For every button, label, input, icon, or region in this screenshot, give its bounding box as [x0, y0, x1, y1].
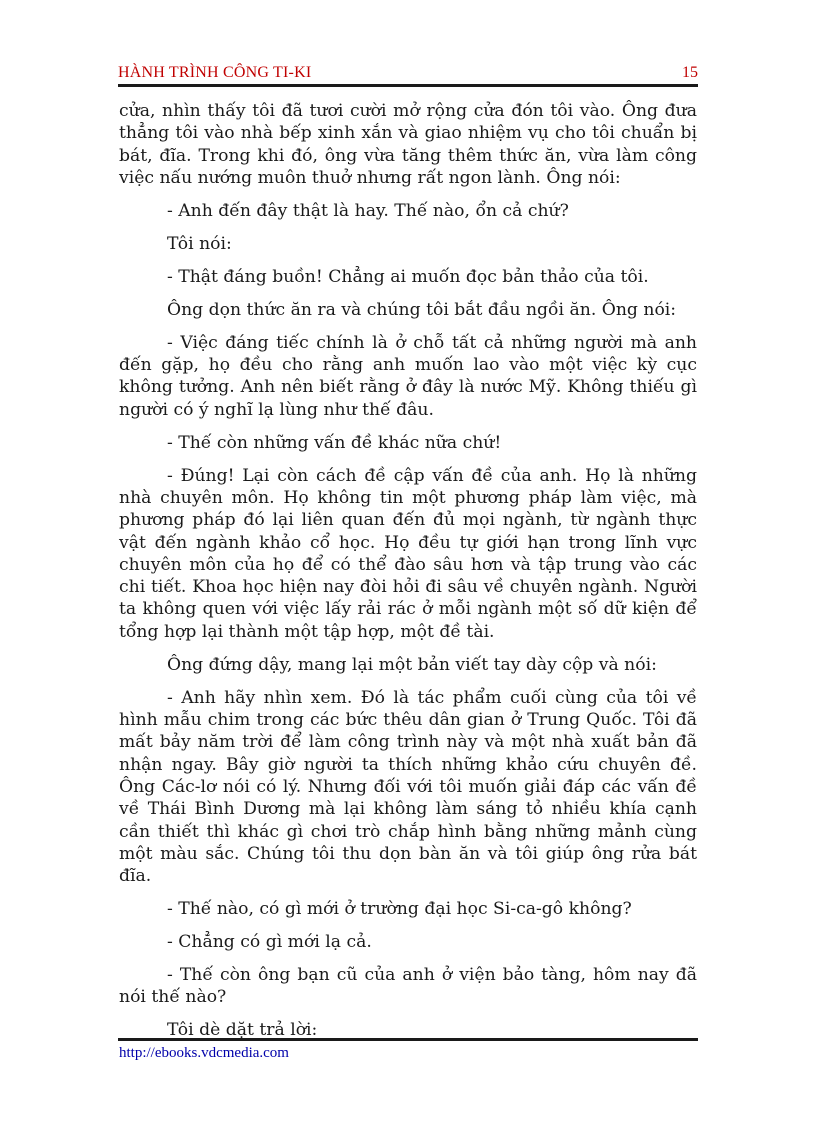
page-header	[118, 62, 698, 87]
footer-divider	[118, 1038, 698, 1041]
paragraph: - Thế còn những vấn đề khác nữa chứ!	[167, 432, 502, 453]
paragraph: Tôi nói:	[167, 233, 232, 254]
page-number: 15	[682, 64, 698, 81]
paragraph: Ông đứng dậy, mang lại một bản viết tay dày cộp và nói:	[167, 654, 657, 675]
paragraph: - Thế nào, có gì mới ở trường đại học Si-ca-gô không?	[167, 899, 632, 920]
paragraph: - Anh đến đây thật là hay. Thế nào, ổn cả chứ?	[167, 200, 569, 221]
running-title: HÀNH TRÌNH CÔNG TI-KI	[118, 64, 312, 81]
paragraph: Ông dọn thức ăn ra và chúng tôi bắt đầu ngồi ăn. Ông nói:	[167, 299, 677, 320]
paragraph: cửa, nhìn thấy tôi đã tươi cười mở rộng cửa đón tôi vào. Ông đưa thẳng tôi vào nhà bếp xinh xắn và giao nhiệm vụ cho tôi chuẩn bị bát, đĩa. Trong khi đó, ông vừa tăng thêm thức ăn, vừa làm công việc nấu nướng muôn thuở nhưng rất ngon lành. Ông nói:	[119, 101, 697, 188]
paragraph: - Thế còn ông bạn cũ của anh ở viện bảo tàng, hôm nay đã nói thế nào?	[119, 965, 697, 1008]
page-body	[119, 100, 697, 1052]
paragraph: Tôi dè dặt trả lời:	[167, 1020, 318, 1041]
paragraph: - Thật đáng buồn! Chẳng ai muốn đọc bản thảo của tôi.	[167, 266, 649, 287]
paragraph: - Anh hãy nhìn xem. Đó là tác phẩm cuối cùng của tôi về hình mẫu chim trong các bức thêu dân gian ở Trung Quốc. Tôi đã mất bảy năm trời để làm công trình này và một nhà xuất bản đã nhận ngay. Bây giờ người ta thích những khảo cứu chuyên đề. Ông Các-lơ nói có lý. Nhưng đối với tôi muốn giải đáp các vấn đề về Thái Bình Dương mà lại không làm sáng tỏ nhiều khía cạnh cần thiết thì khác gì chơi trò chắp hình bằng những mảnh cùng một màu sắc. Chúng tôi thu dọn bàn ăn và tôi giúp ông rửa bát đĩa.	[119, 687, 697, 887]
paragraph: - Đúng! Lại còn cách đề cập vấn đề của anh. Họ là những nhà chuyên môn. Họ không tin một phương pháp làm việc, mà phương pháp đó lại liên quan đến đủ mọi ngành, từ ngành thực vật đến ngành khảo cổ học. Họ đều tự giới hạn trong lĩnh vực chuyên môn của họ để có thể đào sâu hơn và tập trung vào các chi tiết. Khoa học hiện nay đòi hỏi đi sâu về chuyên ngành. Người ta không quen với việc lấy rải rác ở mỗi ngành một số dữ kiện để tổng hợp lại thành một tập hợp, một đề tài.	[119, 465, 697, 642]
paragraph: - Việc đáng tiếc chính là ở chỗ tất cả những người mà anh đến gặp, họ đều cho rằng anh muốn lao vào một việc kỳ cục không tưởng. Anh nên biết rằng ở đây là nước Mỹ. Không thiếu gì người có ý nghĩ lạ lùng như thế đâu.	[119, 332, 697, 420]
footer-link[interactable]: http://ebooks.vdcmedia.com	[119, 1045, 289, 1061]
paragraph: - Chẳng có gì mới lạ cả.	[167, 932, 372, 953]
